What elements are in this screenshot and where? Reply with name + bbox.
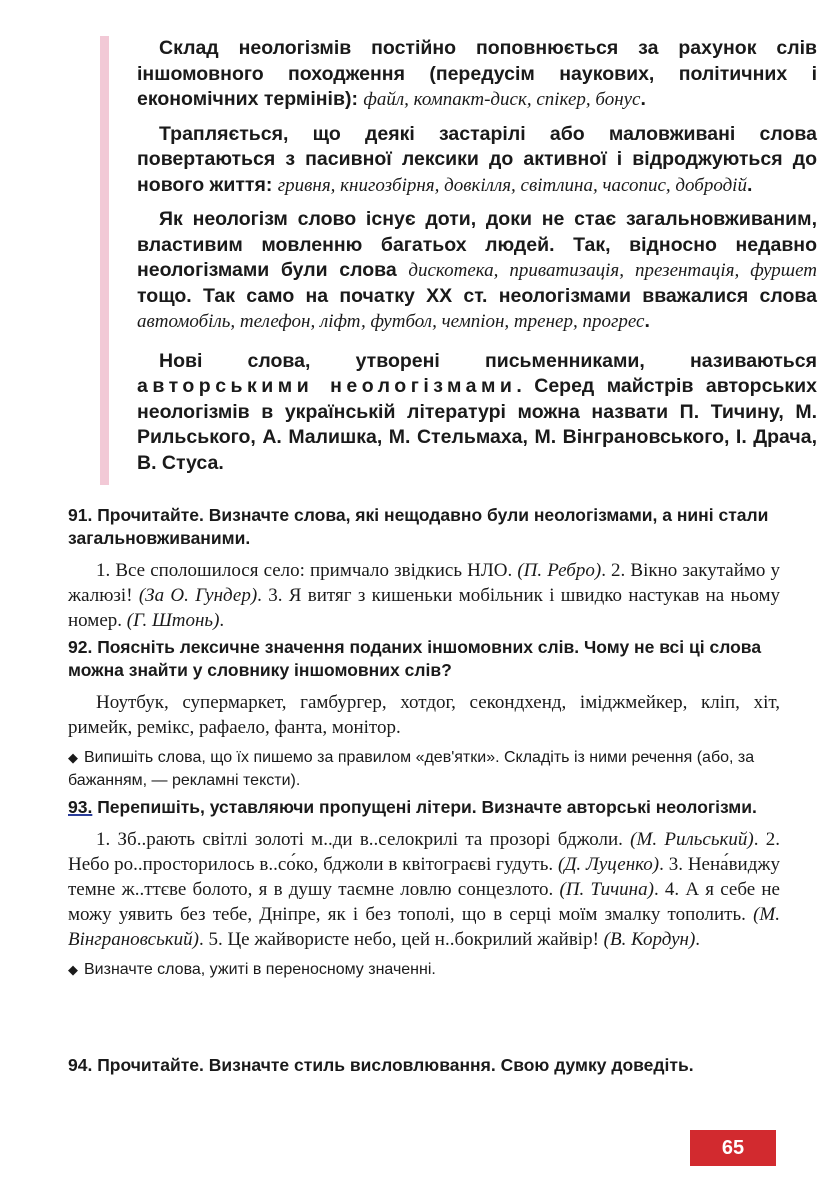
exercise-number: 94. <box>68 1055 93 1075</box>
diamond-icon: ◆ <box>68 962 78 977</box>
exercise-94 <box>68 1054 780 1077</box>
exercise-number: 91. <box>68 505 93 525</box>
author: (П. Тичина) <box>559 879 654 900</box>
exercise-task: 91. Прочитайте. Визначте слова, які нещодавно були неологізмами, а нині стали загальновживаними. <box>68 505 769 548</box>
term-spaced: авторськими неологізмами <box>137 375 517 397</box>
examples: гривня, книгозбірня, довкілля, світлина, часопис, добродій <box>277 174 747 196</box>
exercise-number: 92. <box>68 637 93 657</box>
exercise-text: 1. Все сполошилося село: примчало звідкись НЛО. (П. Ребро). 2. Вікно закутаймо у жалюзі! (За О. Гундер). 3. Я витяг з кишеньки мобільник і швидко настукав на ньому номер. (Г. Штонь). <box>68 560 780 631</box>
examples: автомобіль, телефон, ліфт, футбол, чемпіон, тренер, прогрес <box>137 311 645 332</box>
theory-paragraph-4: Нові слова, утворені письменниками, називаються авторськими неологізмами. Серед майстрів авторських неологізмів в українській літературі можна назвати П. Тичину, М. Рильського, А. Малишка, М. Стельмаха, М. Вінграновського, І. Драча, В. Стуса. <box>137 349 817 474</box>
examples: дискотека, приватизація, презентація, фуршет <box>408 260 817 281</box>
author: (П. Ребро) <box>517 560 602 581</box>
exercise-91 <box>68 504 780 633</box>
author: (За О. Гундер) <box>138 585 258 606</box>
exercise-text: 1. Зб..рають світлі золоті м..ди в..селокрилі та прозорі бджоли. (М. Рильський). 2. Небо ро..просторилось в..со́ко, бджоли в квітограєві гудуть. (Д. Луценко). 3. Нена́виджу темне ж..ттєве болото, я в душу таємне ловлю сонцезлото. (П. Тичина). 4. А я себе не можу уявить без тебе, Дніпре, як і без тополі, що в серці моїм змалку тополить. (М. Вінграновський). 5. Це жайвористе небо, цей н..бокрилий жайвір! (В. Кордун). <box>68 829 781 950</box>
author: (Д. Луценко) <box>558 854 660 875</box>
exercise-92 <box>68 636 780 792</box>
author: (М. Вінграновський) <box>68 904 780 950</box>
author: (Г. Штонь) <box>126 610 220 631</box>
exercise-note: ◆ Визначте слова, ужиті в переносному значенні. <box>68 961 436 978</box>
theory-box <box>100 36 817 485</box>
exercise-task: 93. Перепишіть, уставляючи пропущені літери. Визначте авторські неологізми. <box>68 797 757 817</box>
theory-paragraph-1: Склад неологізмів постійно поповнюється за рахунок слів іншомовного походження (передусім наукових, політичних і економічних термінів): файл, компакт-диск, спікер, бонус. <box>137 37 817 110</box>
diamond-icon: ◆ <box>68 750 78 765</box>
exercise-93 <box>68 796 780 981</box>
exercise-number: 93. <box>68 797 93 817</box>
word-list: Ноутбук, супермаркет, гамбургер, хотдог, секондхенд, іміджмейкер, кліп, хіт, римейк, ремікс, рафаело, фанта, монітор. <box>68 692 780 738</box>
exercise-task: 94. Прочитайте. Визначте стиль висловлювання. Свою думку доведіть. <box>68 1055 694 1075</box>
exercise-task: 92. Поясніть лексичне значення поданих іншомовних слів. Чому не всі ці слова можна знайти у словнику іншомовних слів? <box>68 637 762 680</box>
exercise-note: ◆ Випишіть слова, що їх пишемо за правилом «дев'ятки». Складіть із ними речення (або, за бажанням, — рекламні тексти). <box>68 749 755 789</box>
author: (М. Рильський) <box>630 829 754 850</box>
page-number-badge: 65 <box>690 1130 776 1166</box>
author: (В. Кордун) <box>603 929 696 950</box>
theory-paragraph-2: Трапляється, що деякі застарілі або маловживані слова повертаються з пасивної лексики до активної і відроджуються до нового життя: гривня, книгозбірня, довкілля, світлина, часопис, добродій. <box>137 122 817 196</box>
theory-paragraph-3: Як неологізм слово існує доти, доки не стає загальновживаним, властивим мовленню багатьох людей. Так, відносно недавно неологізмами були слова дискотека, приватизація, презентація, фуршет тощо. Так само на початку ХХ ст. неологізмами вважалися слова автомобіль, телефон, ліфт, футбол, чемпіон, тренер, прогрес. <box>137 208 817 332</box>
examples: файл, компакт-диск, спікер, бонус <box>363 89 641 110</box>
